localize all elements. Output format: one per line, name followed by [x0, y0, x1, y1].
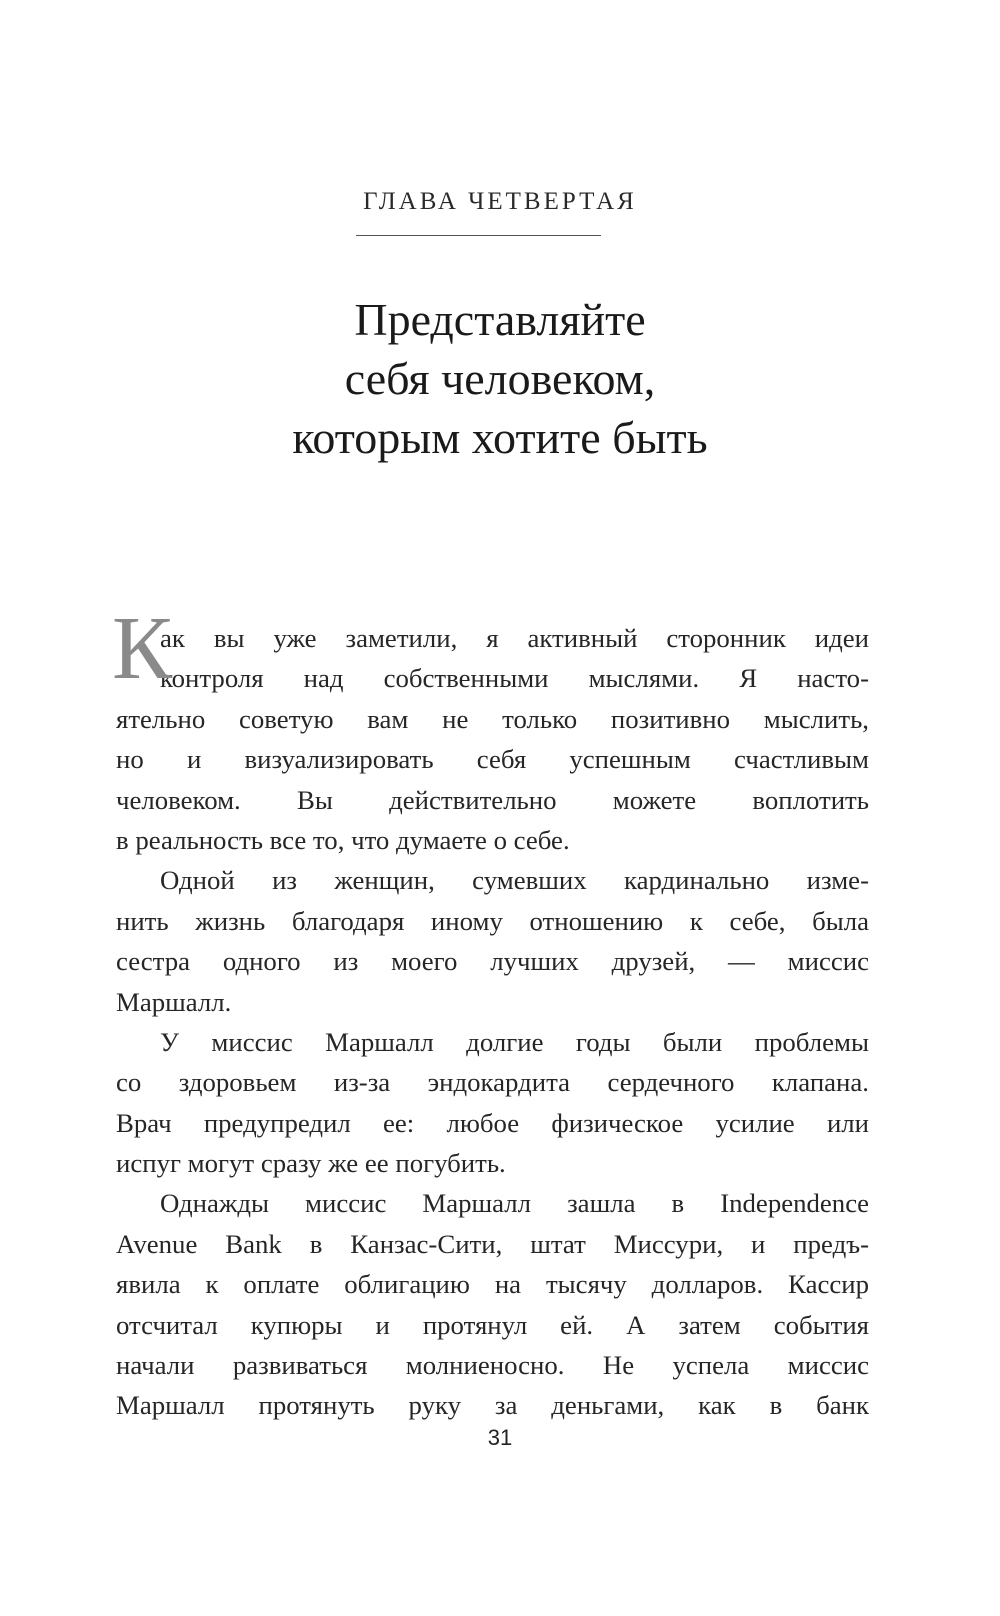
page-number: 31: [487, 1425, 513, 1450]
chapter-title-line: Представляйте: [354, 294, 646, 345]
drop-cap: К: [112, 599, 173, 698]
text-line: нить жизнь благодаря иному отношению к себе, была: [116, 905, 869, 936]
chapter-title: [0, 290, 1000, 467]
text-line: со здоровьем из-за эндокардита сердечного клапана.: [116, 1067, 869, 1098]
text-line: в реальность все то, что думаете о себе.: [116, 824, 570, 855]
text-line: человеком. Вы действительно можете воплотить: [116, 784, 869, 815]
text-line: отсчитал купюры и протянул ей. А затем события: [116, 1309, 869, 1340]
paragraph: [112, 599, 869, 860]
text-line: ак вы уже заметили, я активный сторонник идеи: [160, 623, 869, 653]
text-line: сестра одного из моего лучших друзей, — миссис: [116, 946, 869, 977]
text-line: испуг могут сразу же ее погубить.: [116, 1148, 506, 1179]
text-line: Avenue Bank в Канзас-Сити, штат Миссури, и предъ-: [116, 1228, 869, 1259]
text-line: ятельно советую вам не только позитивно мыслить,: [116, 703, 869, 734]
text-line: У миссис Маршалл долгие годы были проблемы: [160, 1026, 869, 1057]
text-line: явила к оплате облигацию на тысячу долларов. Кассир: [116, 1269, 869, 1300]
body-text: [112, 599, 869, 1426]
chapter-label: ГЛАВА ЧЕТВЕРТАЯ: [363, 188, 637, 215]
text-line: Маршалл.: [116, 986, 232, 1017]
paragraph: [116, 1022, 869, 1184]
text-line: Однажды миссис Маршалл зашла в Independence: [160, 1188, 869, 1219]
text-line: начали развиваться молниеносно. Не успела миссис: [116, 1350, 869, 1381]
paragraph: [116, 1183, 869, 1425]
text-line: Врач предупредил ее: любое физическое усилие или: [116, 1107, 869, 1138]
text-line: Маршалл протянуть руку за деньгами, как в банк: [116, 1390, 869, 1421]
text-line: но и визуализировать себя успешным счастливым: [116, 744, 869, 775]
chapter-title-line: себя человеком,: [344, 353, 656, 404]
paragraph: [116, 860, 869, 1022]
text-line: контроля над собственными мыслями. Я насто-: [160, 663, 869, 694]
text-line: Одной из женщин, сумевших кардинально изме-: [160, 865, 869, 896]
chapter-title-line: которым хотите быть: [292, 412, 708, 463]
chapter-divider: [356, 235, 601, 236]
